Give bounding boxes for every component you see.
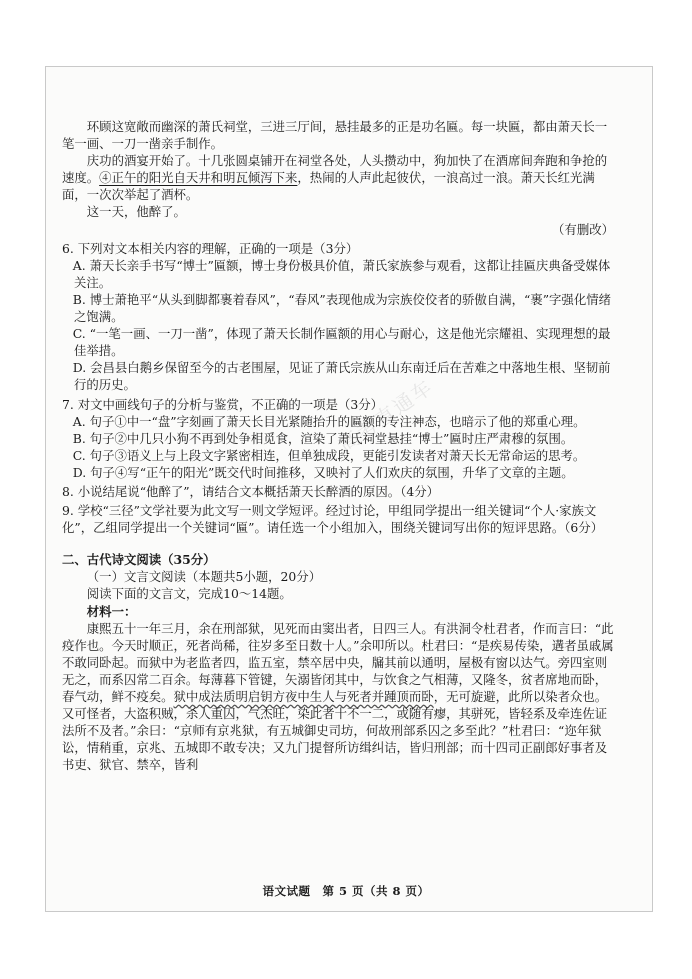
question-6-option-d: D. 会昌县白鹅乡保留至今的古老围屋，见证了萧氏宗族从山东南迁后在苦难之中落地生根、坚韧前行的历史。 [72, 360, 611, 393]
question-8: 8. 小说结尾说“他醉了”，请结合文本概括萧天长醉酒的原因。（4分） [62, 483, 440, 499]
classical-text-part-a: 康熙五十一年三月，余在刑部狱，见死而由窦出者，日四三人。有洪洞令杜君者，作而言曰：“此疫作也。今天时顺正，死者尚稀，往岁多至日数十人。”余叩所以。杜君曰：“是疾易传染，遘者虽戚属不敢同卧起。而狱中为老监者四，监五室，禁卒居中央，牖其前以通明，屋极有窗以达气。旁四室则无之，而系囚常二百余。每薄暮下管键，矢溺皆闭其中，与饮食之气相薄，又隆冬，贫者席地而卧，春气动，鲜不疫矣。 [62, 620, 614, 704]
passage-paragraph-2 [62, 152, 614, 203]
classical-text-part-b: ，无可旋避，此所以染者众也。又可怪者，大盗积贼，杀人重囚，气杰旺，染此者十不一二，或随有瘳，其骈死，皆轻系及牵连佐证法所不及者。”余曰：“京师有京兆狱，有五城御史司坊，何故刑部系囚之多至此？”杜君曰：“迩年狱讼，情稍重，京兆、五城即不敢专决；又九门提督所访缉纠诘，皆归刑部；而十四司正副郎好事者及书吏、狱官、禁卒，皆利 [62, 689, 608, 773]
footer-subject: 语文试题 [262, 884, 311, 898]
question-7-option-d: D. 句子④写“正午的阳光”既交代时间推移，又映衬了人们欢庆的氛围，升华了文章的主题。 [72, 464, 574, 480]
passage-p2-start: 庆功的酒宴开始了。十几张圆桌铺开在祠堂各处，人头攒动中，狗加快了在酒席间奔跑和争抢的速度。 [62, 153, 608, 186]
question-9: 9. 学校“三径”文学社要为此文写一则文学短评。经过讨论，甲组同学提出一组关键词“个人·家族文化”，乙组同学提出一个关键词“匾”。请任选一个小组加入，围绕关键词写出你的短评思路。（6分） [62, 503, 604, 536]
classical-text [62, 620, 614, 774]
question-6-option-a: A. 萧天长亲手书写“博士”匾额，博士身份极具价值，萧氏家族参与观看，这都让挂匾庆典备受媒体关注。 [72, 257, 611, 290]
question-7-option-b: B. 句子②中几只小狗不再到处争相觅食，渲染了萧氏祠堂悬挂“博士”匾时庄严肃穆的氛围。 [72, 430, 574, 446]
footer-page-number: 第 5 页（共 8 页） [322, 884, 430, 898]
wavy-underlined-sentence: 狱中成法质明启钥方夜中生人与死者并踵顶而卧 [173, 689, 434, 704]
passage-p2-end: ，热闹的人声此起彼伏，一浪高过一浪。萧天长红光满面，一次次举起了酒杯。 [62, 170, 595, 203]
section-2-subtitle: （一）文言文阅读（本题共5小题，20分） [86, 569, 322, 585]
question-6-option-c: C. “一笔一画、一刀一凿”，体现了萧天长制作匾额的用心与耐心，这是他光宗耀祖、实现理想的最佳举措。 [72, 326, 611, 359]
watermark: 高考直通车 [333, 374, 438, 458]
passage-paragraph-3: 这一天，他醉了。 [86, 204, 186, 220]
question-7-option-c: C. 句子③语义上与上段文字紧密相连，但单独成段，更能引发读者对萧天长无常命运的思考。 [72, 447, 586, 463]
section-2-title: 二、古代诗文阅读（35分） [62, 552, 216, 568]
underlined-sentence-4: ④正午的阳光自天井和明瓦倾泻下来 [99, 170, 298, 186]
question-7-stem: 7. 对文中画线句子的分析与鉴赏，不正确的一项是（3分） [62, 396, 384, 412]
question-6-stem: 6. 下列对文本相关内容的理解，正确的一项是（3分） [62, 240, 359, 256]
passage-paragraph-1: 环顾这宽敞而幽深的萧氏祠堂，三进三厅间，悬挂最多的正是功名匾。每一块匾，都由萧天长一笔一画、一刀一凿亲手制作。 [62, 119, 608, 152]
question-6-option-b: B. 博士萧艳平“从头到脚都裹着春风”，“春风”表现他成为宗族佼佼者的骄傲自满，“裹”字强化情绪之饱满。 [72, 291, 611, 325]
page-footer [0, 883, 692, 899]
section-2-instruction: 阅读下面的文言文，完成10～14题。 [86, 586, 292, 602]
material-label: 材料一： [86, 603, 137, 619]
source-note: （有删改） [552, 221, 614, 237]
question-7-option-a: A. 句子①中一“盘”字刻画了萧天长目光紧随抬升的匾额的专注神态，也暗示了他的郑重心理。 [72, 413, 586, 429]
page-content [62, 118, 614, 773]
